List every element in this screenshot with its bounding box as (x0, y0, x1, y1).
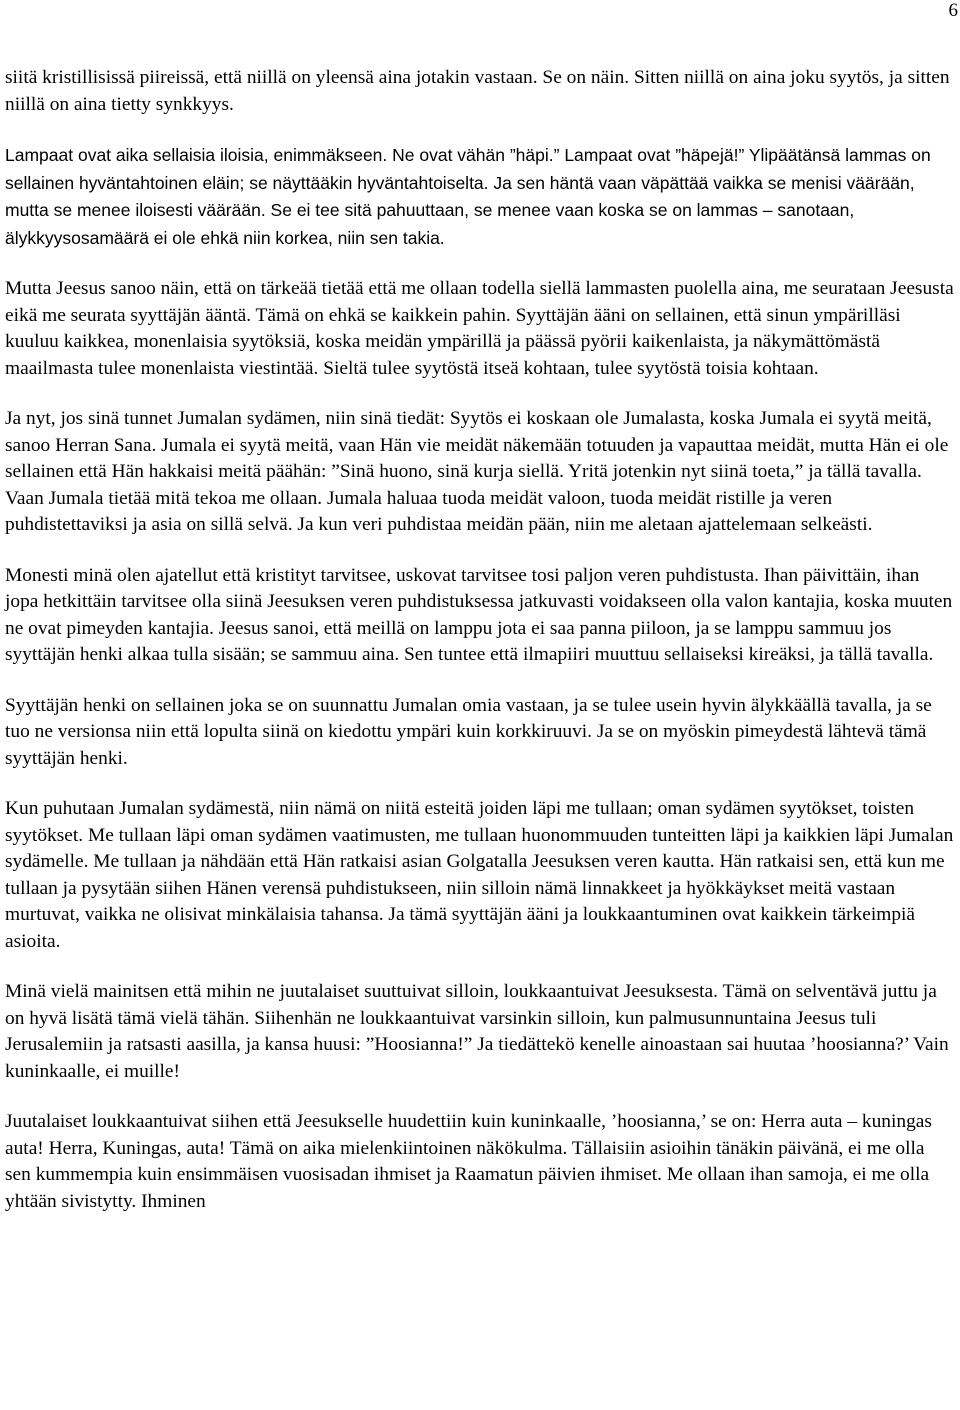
paragraph (5, 693, 955, 773)
paragraph-text: Lampaat ovat aika sellaisia iloisia, enimmäkseen. Ne ovat vähän ”häpi.” Lampaat ovat ”häpejä!” Ylipäätänsä lammas on sellainen hyväntahtoinen eläin; se näyttääkin hyväntahtoiselta. Ja sen häntä vaan väpättää vaikka se menisi väärään, mutta se menee iloisesti väärään. Se ei tee sitä pahuuttaan, se menee vaan koska se on lammas – sanotaan, älykkyysosamäärä ei ole ehkä niin korkea, niin sen takia. (5, 145, 931, 248)
page-number: 6 (948, 0, 958, 21)
paragraph-text: Monesti minä olen ajatellut että kristityt tarvitsee, uskovat tarvitsee tosi paljon veren puhdistusta. Ihan päivittäin, ihan jopa hetkittäin tarvitsee olla siinä Jeesuksen veren puhdistuksessa jatkuvasti voidakseen olla valon kantajia, koska muuten ne ovat pimeyden kantajia. Jeesus sanoi, että meillä on lamppu jota ei saa panna piiloon, ja se lamppu sammuu jos syyttäjän henki alkaa tulla sisään; se sammuu aina. Sen tuntee että ilmapiiri muuttuu sellaiseksi kireäksi, ja tällä tavalla. (5, 564, 953, 665)
paragraph (5, 142, 955, 252)
paragraph (5, 796, 955, 955)
paragraph-text: Kun puhutaan Jumalan sydämestä, niin nämä on niitä esteitä joiden läpi me tullaan; oman sydämen syytökset, toisten syytökset. Me tullaan läpi oman sydämen vaatimusten, me tullaan huonommuuden tunteitten läpi ja kaikkien läpi Jumalan sydämelle. Me tullaan ja nähdään että Hän ratkaisi asian Golgatalla Jeesuksen veren kautta. Hän ratkaisi sen, että kun me tullaan ja pysytään siihen Hänen verensä puhdistukseen, niin silloin nämä linnakkeet ja hyökkäykset meitä vastaan murtuvat, vaikka ne olisivat minkälaisia tahansa. Ja tämä syyttäjän ääni ja loukkaantuminen ovat kaikkein tärkeimpiä asioita. (5, 798, 954, 952)
paragraph (5, 563, 955, 669)
paragraph-text: Syyttäjän henki on sellainen joka se on suunnattu Jumalan omia vastaan, ja se tulee usein hyvin älykkäällä tavalla, ja se tuo ne versionsa niin että lopulta siinä on kiedottu ympäri kuin korkkiruuvi. Ja se on myöskin pimeydestä lähtevä tämä syyttäjän henki. (5, 694, 932, 769)
paragraph (5, 276, 955, 382)
paragraph-text: Juutalaiset loukkaantuivat siihen että Jeesukselle huudettiin kuin kuninkaalle, ’hoosianna,’ se on: Herra auta – kuningas auta! Herra, Kuningas, auta! Tämä on aika mielenkiintoinen näkökulma. Tällaisiin asioihin tänäkin päivänä, ei me olla sen kummempia kuin ensimmäisen vuosisadan ihmiset ja Raamatun päivien ihmiset. Me ollaan ihan samoja, ei me olla yhtään sivistytty. Ihminen (5, 1111, 932, 1212)
paragraph (5, 979, 955, 1085)
paragraph-text: Minä vielä mainitsen että mihin ne juutalaiset suuttuivat silloin, loukkaantuivat Jeesuksesta. Tämä on selventävä juttu ja on hyvä lisätä tämä vielä tähän. Siihenhän ne loukkaantuivat varsinkin silloin, kun palmusunnuntaina Jeesus tuli Jerusalemiin ja ratsasti aasilla, ja kansa huusi: ”Hoosianna!” Ja tiedättekö kenelle ainoastaan sai huutaa ’hoosianna?’ Vain kuninkaalle, ei muille! (5, 981, 949, 1082)
paragraph (5, 1109, 955, 1215)
paragraph (5, 65, 955, 118)
paragraph-text: siitä kristillisissä piireissä, että niillä on yleensä aina jotakin vastaan. Se on näin. Sitten niillä on aina joku syytös, ja sitten niillä on aina tietty synkkyys. (5, 67, 950, 115)
paragraph-text: Mutta Jeesus sanoo näin, että on tärkeää tietää että me ollaan todella siellä lammasten puolella aina, me seurataan Jeesusta eikä me seurata syyttäjän ääntä. Tämä on ehkä se kaikkein pahin. Syyttäjän ääni on sellainen, että sinun ympärilläsi kuuluu kaikkea, monenlaisia syytöksiä, koska meidän ympärillä ja päässä pyörii kaikenlaista, ja näkymättömästä maailmasta tulee monenlaista viestintää. Sieltä tulee syytöstä itseä kohtaan, tulee syytöstä toisia kohtaan. (5, 278, 954, 379)
paragraph-text: Ja nyt, jos sinä tunnet Jumalan sydämen, niin sinä tiedät: Syytös ei koskaan ole Jumalasta, koska Jumala ei syytä meitä, sanoo Herran Sana. Jumala ei syytä meitä, vaan Hän vie meidät näkemään totuuden ja vapauttaa meidät, mutta Hän ei ole sellainen että Hän hakkaisi meitä päähän: ”Sinä huono, sinä kurja siellä. Yritä jotenkin nyt siinä toeta,” ja tällä tavalla. Vaan Jumala tietää mitä tekoa me ollaan. Jumala haluaa tuoda meidät valoon, tuoda meidät ristille ja veren puhdistettaviksi ja asia on sillä selvä. Ja kun veri puhdistaa meidän pään, niin me aletaan ajattelemaan selkeästi. (5, 408, 949, 535)
paragraph (5, 406, 955, 539)
document-body (5, 65, 955, 1239)
